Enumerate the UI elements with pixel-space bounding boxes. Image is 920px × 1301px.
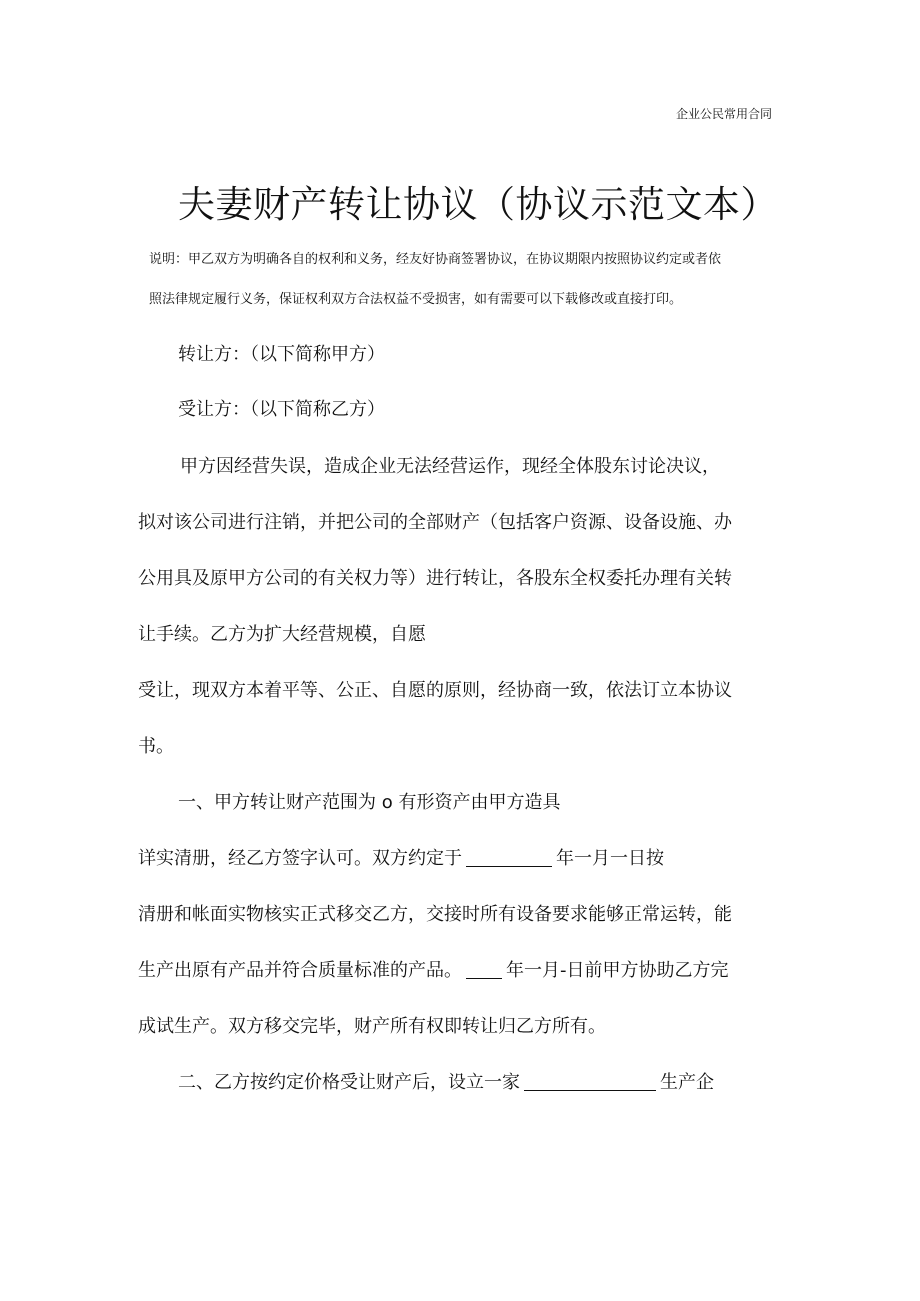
paragraph-line: 书。 [138,736,174,757]
paragraph-line: 让手续。乙方为扩大经营规模，自愿 [138,624,426,645]
company-name-blank [524,1072,656,1091]
section-1-line-2 [138,846,664,872]
section-1-heading: 一、甲方转让财产范围为 o 有形资产由甲方造具 [178,792,561,813]
section-1-line-2-suffix: 年一月一日按 [556,848,664,869]
section-2-line-1-suffix: 生产企 [660,1072,714,1093]
section-1-line-4 [138,958,729,984]
note-line-2: 照法律规定履行义务，保证权利双方合法权益不受损害，如有需要可以下载修改或直接打印。 [149,292,683,307]
paragraph-line: 清册和帐面实物核实正式移交乙方，交接时所有设备要求能够正常运转，能 [138,904,732,925]
paragraph-line: 成试生产。双方移交完毕，财产所有权即转让归乙方所有。 [138,1016,606,1037]
date-blank [466,848,552,867]
paragraph-line: 受让，现双方本着平等、公正、自愿的原则，经协商一致，依法订立本协议 [138,680,732,701]
date-blank [466,960,502,979]
header-label: 企业公民常用合同 [676,107,773,121]
paragraph-line: 甲方因经营失误，造成企业无法经营运作，现经全体股东讨论决议， [180,456,720,477]
transferee-line: 受让方：（以下简称乙方） [178,399,385,420]
document-title: 夫妻财产转让协议（协议示范文本） [178,183,778,226]
section-2-line-1-prefix: 二、乙方按约定价格受让财产后，设立一家 [178,1072,520,1093]
section-2-line-1 [178,1070,714,1096]
section-1-line-4-prefix: 生产出原有产品并符合质量标准的产品。 [138,960,462,981]
transferor-line: 转让方：（以下简称甲方） [178,344,385,365]
section-1-line-4-suffix: 年一月-日前甲方协助乙方完 [506,960,729,981]
paragraph-line: 公用具及原甲方公司的有关权力等）进行转让，各股东全权委托办理有关转 [138,568,732,589]
note-line-1: 说明：甲乙双方为明确各自的权利和义务，经友好协商签署协议，在协议期限内按照协议约定或者依 [149,252,722,267]
paragraph-line: 拟对该公司进行注销，并把公司的全部财产（包括客户资源、设备设施、办 [138,512,732,533]
section-1-line-2-prefix: 详实清册，经乙方签字认可。双方约定于 [138,848,462,869]
